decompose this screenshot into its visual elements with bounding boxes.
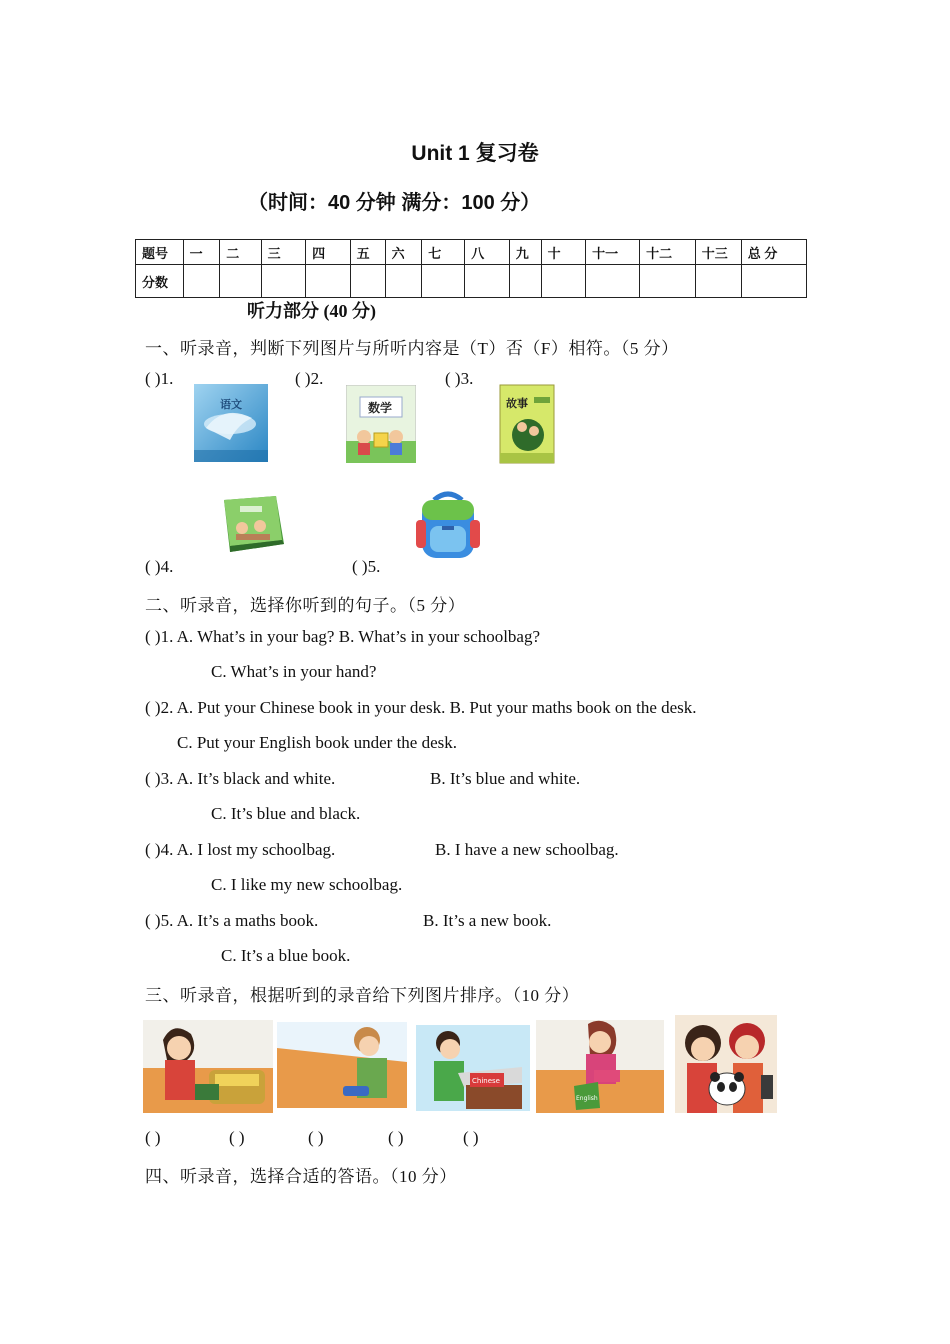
score-cell[interactable] — [220, 265, 261, 298]
maths-book-label: 数学 — [368, 401, 393, 415]
s2-q1: ( )1. A. What’s in your bag? B. What’s in your schoolbag? — [145, 627, 541, 646]
score-cell[interactable] — [640, 265, 696, 298]
score-cell[interactable] — [306, 265, 351, 298]
s1-item-2: ( )2. — [295, 369, 324, 388]
score-cell[interactable] — [465, 265, 510, 298]
page-title: Unit 1 复习卷 — [411, 142, 539, 165]
score-header-cell: 五 — [350, 240, 385, 265]
score-header-cell: 三 — [261, 240, 306, 265]
section2-heading: 二、听录音，选择你听到的句子。（5 分） — [145, 596, 466, 615]
score-row-label: 分数 — [136, 265, 184, 298]
score-header-cell: 七 — [422, 240, 465, 265]
s2-q2: ( )2. A. Put your Chinese book in your desk. B. Put your maths book on the desk. — [145, 698, 697, 717]
score-header-cell: 十二 — [640, 240, 696, 265]
section3-heading: 三、听录音，根据听到的录音给下列图片排序。（10 分） — [145, 986, 580, 1005]
s2-q4-a: ( )4. A. I lost my schoolbag. — [145, 840, 336, 859]
score-cell[interactable] — [183, 265, 220, 298]
english-book-label-en: English — [576, 1095, 598, 1102]
section4-heading: 四、听录音，选择合适的答语。（10 分） — [145, 1167, 457, 1186]
score-header-cell: 八 — [465, 240, 510, 265]
score-header-cell: 十 — [541, 240, 586, 265]
scene-girl-english-book — [536, 1020, 664, 1113]
score-cell[interactable] — [741, 265, 806, 298]
maths-book-image — [346, 385, 416, 463]
score-cell[interactable] — [422, 265, 465, 298]
s3-blank-1: ( ) — [145, 1128, 161, 1147]
s2-q5-b: B. It’s a new book. — [423, 911, 552, 930]
score-header-cell: 十一 — [586, 240, 640, 265]
section1-heading: 一、听录音，判断下列图片与所听内容是（T）否（F）相符。（5 分） — [145, 339, 679, 358]
exam-meta: （时间：40 分钟 满分：100 分） — [248, 192, 541, 214]
score-table — [135, 239, 807, 298]
score-cell[interactable] — [541, 265, 586, 298]
score-header-cell: 二 — [220, 240, 261, 265]
story-book-image — [498, 383, 556, 465]
s3-blank-3: ( ) — [308, 1128, 324, 1147]
score-header-cell: 总 分 — [741, 240, 806, 265]
score-header-cell: 题号 — [136, 240, 184, 265]
score-cell[interactable] — [695, 265, 741, 298]
chinese-book-image — [194, 384, 268, 462]
chinese-book-label: 语文 — [220, 398, 242, 411]
s1-item-5: ( )5. — [352, 557, 381, 576]
score-cell[interactable] — [586, 265, 640, 298]
score-cell[interactable] — [261, 265, 306, 298]
s2-q3-c: C. It’s blue and black. — [211, 804, 361, 823]
score-header-cell: 九 — [509, 240, 541, 265]
score-header-cell: 十三 — [695, 240, 741, 265]
s1-item-1: ( )1. — [145, 369, 174, 388]
story-book-label: 故事 — [506, 397, 528, 410]
scene-girl-schoolbag — [143, 1020, 273, 1113]
scene-girl-pencilbox — [277, 1022, 407, 1108]
listening-heading: 听力部分 (40 分) — [247, 301, 376, 321]
scene-girls-panda — [675, 1015, 777, 1113]
s1-item-3: ( )3. — [445, 369, 474, 388]
s2-q1-c: C. What’s in your hand? — [211, 662, 377, 681]
s1-item-4: ( )4. — [145, 557, 174, 576]
s2-q3-a: ( )3. A. It’s black and white. — [145, 769, 336, 788]
scene-boy-desk — [416, 1025, 530, 1111]
score-header-cell: 一 — [183, 240, 220, 265]
s2-q4-c: C. I like my new schoolbag. — [211, 875, 403, 894]
schoolbag-image — [412, 490, 484, 566]
score-cell[interactable] — [350, 265, 385, 298]
s3-blank-5: ( ) — [463, 1128, 479, 1147]
s3-blank-2: ( ) — [229, 1128, 245, 1147]
score-header-cell: 六 — [385, 240, 422, 265]
score-cell[interactable] — [509, 265, 541, 298]
s2-q5-a: ( )5. A. It’s a maths book. — [145, 911, 319, 930]
s2-q2-c: C. Put your English book under the desk. — [177, 733, 458, 752]
s3-blank-4: ( ) — [388, 1128, 404, 1147]
english-book-image — [218, 494, 288, 556]
s2-q4-b: B. I have a new schoolbag. — [435, 840, 619, 859]
score-header-cell: 四 — [306, 240, 351, 265]
chinese-book-label-en: Chinese — [472, 1077, 500, 1085]
score-cell[interactable] — [385, 265, 422, 298]
s2-q5-c: C. It’s a blue book. — [221, 946, 351, 965]
s2-q3-b: B. It’s blue and white. — [430, 769, 581, 788]
